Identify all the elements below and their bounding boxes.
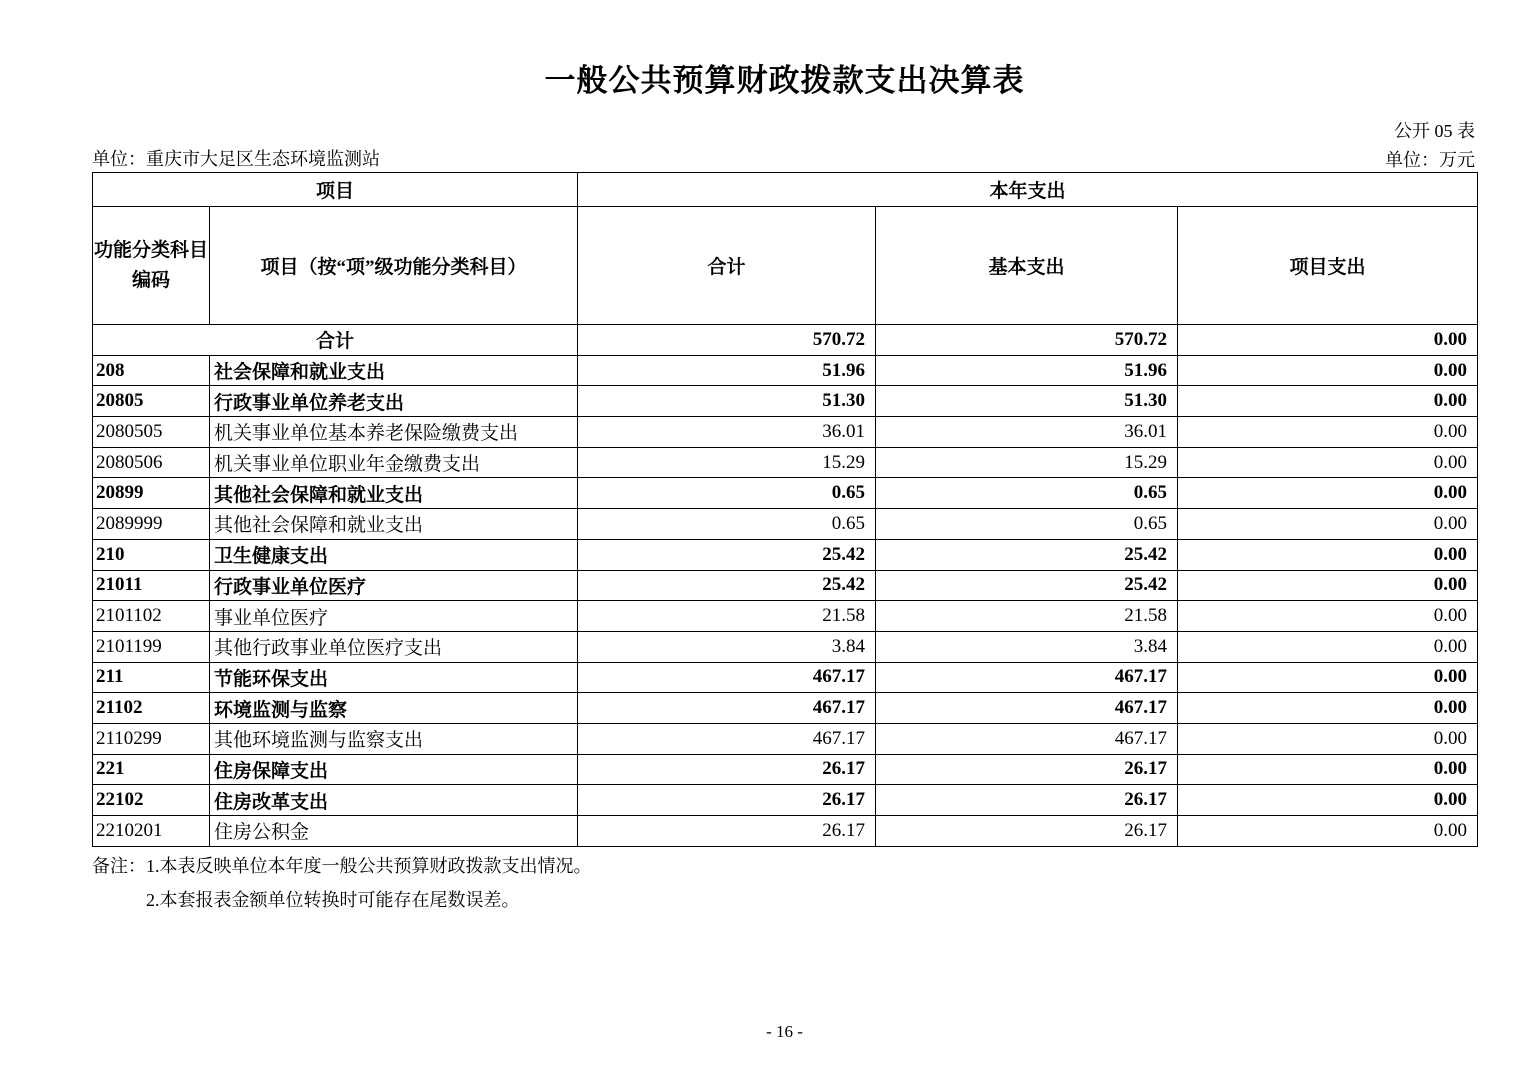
- project-expenditure-cell: 0.00: [1178, 723, 1478, 754]
- function-code-cell: 22102: [93, 785, 210, 816]
- basic-expenditure-cell: 36.01: [876, 417, 1178, 448]
- total-cell: 467.17: [578, 723, 876, 754]
- table-row: [93, 509, 1478, 540]
- header-group-project: 项目: [93, 173, 578, 207]
- function-code-cell: 2101199: [93, 631, 210, 662]
- function-code-cell: 2080505: [93, 417, 210, 448]
- table-row: [93, 601, 1478, 632]
- basic-expenditure-cell: 0.65: [876, 478, 1178, 509]
- basic-expenditure-cell: 25.42: [876, 570, 1178, 601]
- item-name-cell: 行政事业单位养老支出: [210, 386, 578, 417]
- header-group-row: [93, 173, 1478, 207]
- organization-label: 单位：重庆市大足区生态环境监测站: [92, 149, 380, 169]
- function-code-cell: 221: [93, 754, 210, 785]
- project-expenditure-cell: 0.00: [1178, 386, 1478, 417]
- item-name-cell: 环境监测与监察: [210, 693, 578, 724]
- item-name-cell: 其他行政事业单位医疗支出: [210, 631, 578, 662]
- table-row: [93, 631, 1478, 662]
- project-expenditure-cell: 0.00: [1178, 754, 1478, 785]
- function-code-cell: 2101102: [93, 601, 210, 632]
- total-cell: 467.17: [578, 662, 876, 693]
- project-expenditure-cell: 0.00: [1178, 447, 1478, 478]
- basic-expenditure-cell: 467.17: [876, 693, 1178, 724]
- table-row: [93, 447, 1478, 478]
- function-code-cell: 2210201: [93, 816, 210, 847]
- basic-expenditure-cell: 21.58: [876, 601, 1178, 632]
- function-code-cell: 2089999: [93, 509, 210, 540]
- function-code-cell: 2080506: [93, 447, 210, 478]
- item-name-cell: 节能环保支出: [210, 662, 578, 693]
- basic-expenditure-cell: 25.42: [876, 539, 1178, 570]
- basic-expenditure-cell: 3.84: [876, 631, 1178, 662]
- function-code-cell: 2110299: [93, 723, 210, 754]
- total-cell: 21.58: [578, 601, 876, 632]
- item-name-cell: 住房改革支出: [210, 785, 578, 816]
- item-name-cell: 其他社会保障和就业支出: [210, 478, 578, 509]
- item-name-cell: 其他环境监测与监察支出: [210, 723, 578, 754]
- total-cell: 467.17: [578, 693, 876, 724]
- basic-expenditure-cell: 15.29: [876, 447, 1178, 478]
- item-name-cell: 社会保障和就业支出: [210, 355, 578, 386]
- total-cell: 15.29: [578, 447, 876, 478]
- header-col-item: 项目（按“项”级功能分类科目）: [210, 207, 578, 325]
- item-name-cell: 其他社会保障和就业支出: [210, 509, 578, 540]
- grand-total-project-cell: 0.00: [1178, 325, 1478, 356]
- total-cell: 36.01: [578, 417, 876, 448]
- item-name-cell: 住房公积金: [210, 816, 578, 847]
- project-expenditure-cell: 0.00: [1178, 631, 1478, 662]
- function-code-cell: 20805: [93, 386, 210, 417]
- public-table-number-label: 公开 05 表: [1394, 121, 1475, 141]
- currency-unit-label: 单位：万元: [1385, 150, 1475, 170]
- project-expenditure-cell: 0.00: [1178, 816, 1478, 847]
- item-name-cell: 住房保障支出: [210, 754, 578, 785]
- project-expenditure-cell: 0.00: [1178, 478, 1478, 509]
- total-cell: 0.65: [578, 478, 876, 509]
- header-col-function-code-line2: 编码: [131, 269, 170, 291]
- total-cell: 26.17: [578, 816, 876, 847]
- function-code-cell: 210: [93, 539, 210, 570]
- header-col-total: 合计: [578, 207, 876, 325]
- table-row: [93, 785, 1478, 816]
- item-name-cell: 机关事业单位职业年金缴费支出: [210, 447, 578, 478]
- remark-note-2: 2.本套报表金额单位转换时可能存在尾数误差。: [146, 890, 520, 910]
- header-columns-row: [93, 207, 1478, 325]
- table-row: [93, 478, 1478, 509]
- grand-total-basic-cell: 570.72: [876, 325, 1178, 356]
- function-code-cell: 21102: [93, 693, 210, 724]
- project-expenditure-cell: 0.00: [1178, 785, 1478, 816]
- function-code-cell: 20899: [93, 478, 210, 509]
- project-expenditure-cell: 0.00: [1178, 355, 1478, 386]
- total-cell: 0.65: [578, 509, 876, 540]
- project-expenditure-cell: 0.00: [1178, 539, 1478, 570]
- total-cell: 3.84: [578, 631, 876, 662]
- grand-total-total-cell: 570.72: [578, 325, 876, 356]
- project-expenditure-cell: 0.00: [1178, 601, 1478, 632]
- basic-expenditure-cell: 467.17: [876, 662, 1178, 693]
- table-row: [93, 723, 1478, 754]
- table-row: [93, 693, 1478, 724]
- header-col-basic-expenditure: 基本支出: [876, 207, 1178, 325]
- project-expenditure-cell: 0.00: [1178, 693, 1478, 724]
- total-cell: 51.30: [578, 386, 876, 417]
- table-row: [93, 417, 1478, 448]
- item-name-cell: 机关事业单位基本养老保险缴费支出: [210, 417, 578, 448]
- page-title: 一般公共预算财政拨款支出决算表: [544, 63, 1025, 98]
- item-name-cell: 卫生健康支出: [210, 539, 578, 570]
- header-group-current-year-expenditure: 本年支出: [578, 173, 1478, 207]
- table-row: [93, 662, 1478, 693]
- basic-expenditure-cell: 467.17: [876, 723, 1178, 754]
- basic-expenditure-cell: 51.30: [876, 386, 1178, 417]
- budget-expenditure-table: [92, 172, 1478, 847]
- table-row: [93, 539, 1478, 570]
- basic-expenditure-cell: 51.96: [876, 355, 1178, 386]
- table-header: [93, 173, 1478, 325]
- total-cell: 25.42: [578, 570, 876, 601]
- basic-expenditure-cell: 0.65: [876, 509, 1178, 540]
- function-code-cell: 208: [93, 355, 210, 386]
- table-row: [93, 816, 1478, 847]
- function-code-cell: 211: [93, 662, 210, 693]
- grand-total-row: [93, 325, 1478, 356]
- project-expenditure-cell: 0.00: [1178, 417, 1478, 448]
- header-col-project-expenditure: 项目支出: [1178, 207, 1478, 325]
- item-name-cell: 行政事业单位医疗: [210, 570, 578, 601]
- total-cell: 26.17: [578, 785, 876, 816]
- project-expenditure-cell: 0.00: [1178, 570, 1478, 601]
- page-number: - 16 -: [766, 1022, 803, 1041]
- basic-expenditure-cell: 26.17: [876, 785, 1178, 816]
- table-row: [93, 754, 1478, 785]
- table-body: [93, 325, 1478, 847]
- project-expenditure-cell: 0.00: [1178, 662, 1478, 693]
- function-code-cell: 21011: [93, 570, 210, 601]
- table-row: [93, 355, 1478, 386]
- remark-note-1: 备注：1.本表反映单位本年度一般公共预算财政拨款支出情况。: [92, 856, 592, 876]
- grand-total-label: 合计: [93, 325, 578, 356]
- header-col-function-code: [93, 207, 210, 325]
- total-cell: 26.17: [578, 754, 876, 785]
- total-cell: 51.96: [578, 355, 876, 386]
- header-col-function-code-line1: 功能分类科目: [93, 240, 208, 262]
- table-row: [93, 386, 1478, 417]
- table-row: [93, 570, 1478, 601]
- project-expenditure-cell: 0.00: [1178, 509, 1478, 540]
- basic-expenditure-cell: 26.17: [876, 754, 1178, 785]
- total-cell: 25.42: [578, 539, 876, 570]
- basic-expenditure-cell: 26.17: [876, 816, 1178, 847]
- item-name-cell: 事业单位医疗: [210, 601, 578, 632]
